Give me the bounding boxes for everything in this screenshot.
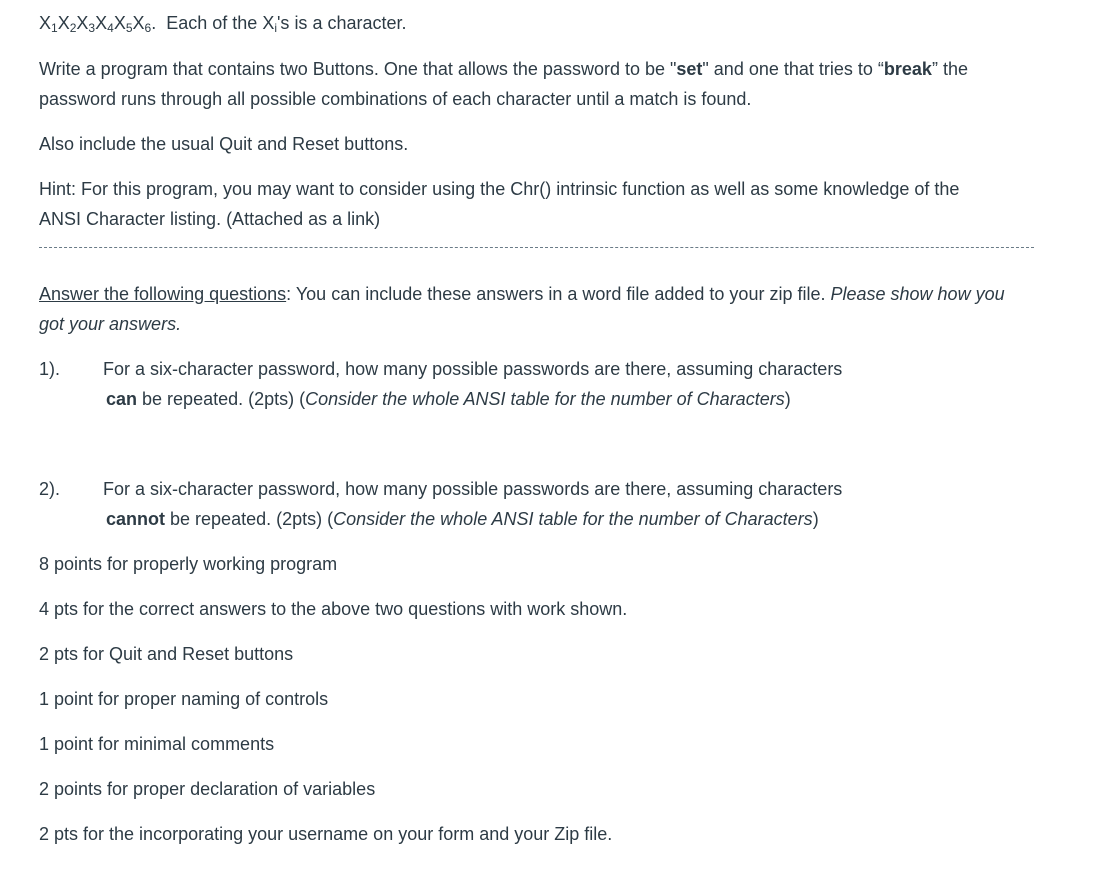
question-1-number: 1). — [39, 359, 61, 379]
intro-sentence: Each of the $X_i's$ is a character. — [166, 13, 407, 35]
intro-line: $X_1X_2X_3X_4X_5X_6$. Each of the $X_i's$ is a character. — [39, 13, 407, 35]
variable-x6: $X_6$ — [132, 13, 152, 35]
para1-line2: password runs through all possible combinations of each character until a match is found. — [39, 89, 752, 109]
hint-line1: Hint: For this program, you may want to consider using the Chr() intrinsic function as well as some knowledge of the — [39, 179, 960, 199]
grading-item: 1 point for minimal comments — [39, 734, 275, 754]
grading-item: 4 pts for the correct answers to the above two questions with work shown. — [39, 599, 628, 619]
answer-intro-line1: Answer the following questions: You can include these answers in a word file added to your zip file. Please show how you — [39, 284, 1005, 304]
question-2-line2: cannot be repeated. (2pts) (Consider the whole ANSI table for the number of Characters) — [106, 509, 819, 529]
variable-x3: $X_3$ — [76, 13, 96, 35]
break-keyword: break — [883, 59, 932, 79]
variable-x5: $X_5$ — [113, 13, 133, 35]
grading-item: 8 points for properly working program — [39, 554, 338, 574]
variable-x4: $X_4$ — [95, 13, 114, 35]
para2: Also include the usual Quit and Reset buttons. — [39, 134, 409, 154]
grading-item: 1 point for proper naming of controls — [39, 689, 329, 709]
question-2-line1: For a six-character password, how many possible passwords are there, assuming characters — [103, 479, 843, 499]
question-1-line2: can be repeated. (2pts) (Consider the whole ANSI table for the number of Characters) — [106, 389, 791, 409]
variable-x2: $X_2$ — [57, 13, 77, 35]
grading-item: 2 points for proper declaration of variables — [39, 779, 376, 799]
question-1-line1: For a six-character password, how many possible passwords are there, assuming characters — [103, 359, 843, 379]
grading-item: 2 pts for the incorporating your username on your form and your Zip file. — [39, 824, 613, 844]
answer-intro-line2: got your answers. — [39, 314, 182, 334]
set-keyword: set — [676, 59, 703, 79]
answer-heading: Answer the following questions — [39, 284, 287, 304]
question-2-number: 2). — [39, 479, 61, 499]
variable-x1: $X_1$ — [39, 13, 58, 35]
para1-line1: Write a program that contains two Buttons. One that allows the password to be "set" and one that tries to “break” the — [39, 59, 968, 79]
hint-line2: ANSI Character listing. (Attached as a link) — [39, 209, 381, 229]
dashed-divider — [39, 247, 1034, 248]
grading-item: 2 pts for Quit and Reset buttons — [39, 644, 294, 664]
